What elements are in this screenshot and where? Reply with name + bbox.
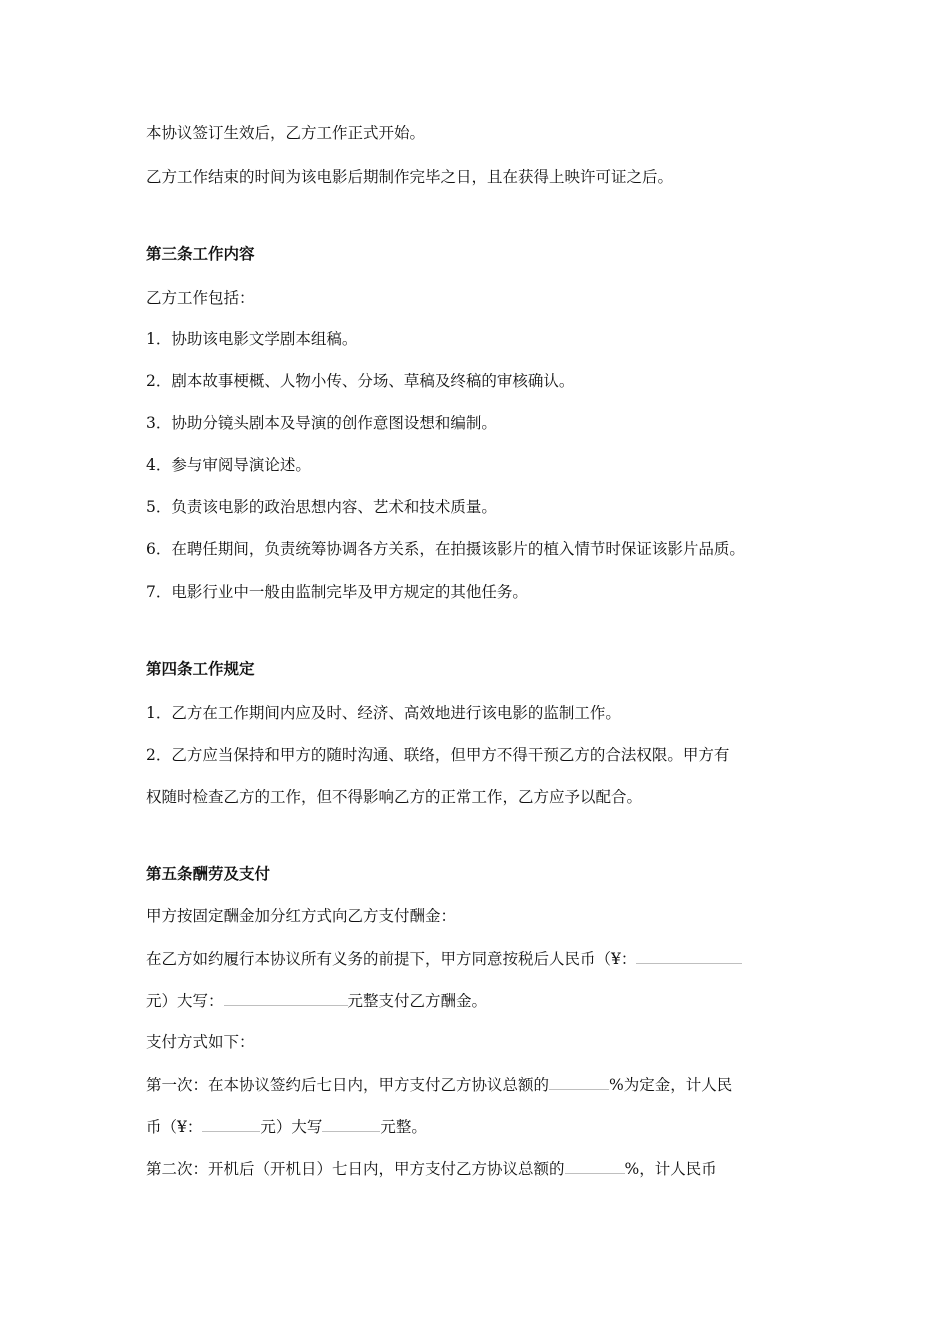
article-4-item-2-line-1: 2．乙方应当保持和甲方的随时沟通、联络，但甲方不得干预乙方的合法权限。甲方有 (146, 746, 730, 764)
payment-text: 元）大写 (260, 1118, 323, 1136)
payment-text: 币（¥： (146, 1118, 203, 1136)
intro-line-1: 本协议签订生效后，乙方工作正式开始。 (146, 124, 426, 142)
article-4-heading: 第四条工作规定 (146, 660, 255, 678)
article-4-item-2-line-2: 权随时检查乙方的工作，但不得影响乙方的正常工作，乙方应予以配合。 (146, 788, 643, 806)
intro-line-2: 乙方工作结束的时间为该电影后期制作完毕之日，且在获得上映许可证之后。 (146, 168, 674, 186)
fee-text: 在乙方如约履行本协议所有义务的前提下，甲方同意按税后人民币（¥： (146, 950, 637, 968)
amount-blank (202, 1116, 260, 1132)
payment-first-line-2 (146, 1116, 427, 1137)
fee-line-1 (146, 948, 742, 969)
list-item: 3．协助分镜头剧本及导演的创作意图设想和编制。 (146, 414, 497, 432)
amount-blank (636, 948, 742, 964)
payment-text: 元整。 (380, 1118, 427, 1136)
article-3-lead: 乙方工作包括： (146, 289, 255, 307)
list-item: 5．负责该电影的政治思想内容、艺术和技术质量。 (146, 498, 497, 516)
article-5-heading: 第五条酬劳及支付 (146, 865, 271, 883)
payment-first-line-1 (146, 1074, 732, 1095)
list-item: 2．剧本故事梗概、人物小传、分场、草稿及终稿的审核确认。 (146, 372, 575, 390)
amount-words-blank (322, 1116, 380, 1132)
percent-blank (549, 1074, 609, 1090)
list-item: 1．协助该电影文学剧本组稿。 (146, 330, 358, 348)
amount-words-blank (224, 990, 348, 1006)
payment-text: %，计人民币 (624, 1160, 717, 1178)
payment-text: 第一次：在本协议签约后七日内，甲方支付乙方协议总额的 (146, 1076, 550, 1094)
payment-second-line-1 (146, 1158, 717, 1179)
percent-blank (565, 1158, 625, 1174)
payment-text: %为定金，计人民 (609, 1076, 733, 1094)
list-item: 4．参与审阅导演论述。 (146, 456, 311, 474)
article-4-item-1: 1．乙方在工作期间内应及时、经济、高效地进行该电影的监制工作。 (146, 704, 621, 722)
list-item: 7．电影行业中一般由监制完毕及甲方规定的其他任务。 (146, 583, 528, 601)
fee-text: 元）大写： (146, 992, 224, 1010)
list-item: 6．在聘任期间，负责统筹协调各方关系，在拍摄该影片的植入情节时保证该影片品质。 (146, 540, 745, 558)
fee-text: 元整支付乙方酬金。 (347, 992, 488, 1010)
fee-line-2 (146, 990, 487, 1011)
article-3-heading: 第三条工作内容 (146, 245, 255, 263)
payment-method-label: 支付方式如下： (146, 1033, 255, 1051)
article-5-lead: 甲方按固定酬金加分红方式向乙方支付酬金： (146, 907, 457, 925)
payment-text: 第二次：开机后（开机日）七日内，甲方支付乙方协议总额的 (146, 1160, 565, 1178)
